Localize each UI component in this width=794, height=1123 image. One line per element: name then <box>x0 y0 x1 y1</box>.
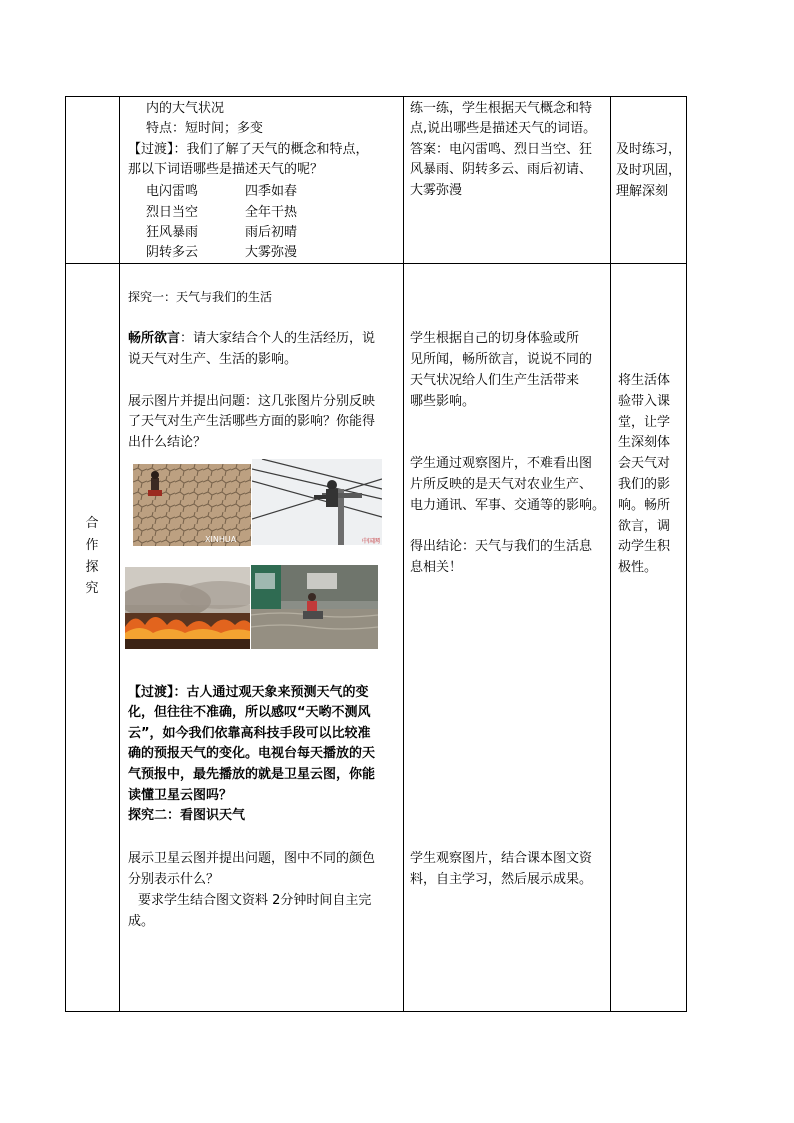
text-line: 出什么结论？ <box>128 435 207 450</box>
text-line: 说天气对生产、生活的影响。 <box>128 352 298 367</box>
weather-word: 雨后初晴 <box>245 225 298 240</box>
text-line: 学生观察图片，结合课本图文资 <box>410 851 593 866</box>
table-left-border <box>65 96 66 1012</box>
text-line: 堂，让学 <box>618 415 671 430</box>
text-line: 料，自主学习，然后展示成果。 <box>410 872 593 887</box>
text-line: 云”，如今我们依靠高科技手段可以比较准 <box>128 726 371 741</box>
power-line-photo <box>252 459 382 545</box>
chang-line-1 <box>128 330 375 348</box>
text-line: 理解深刻 <box>616 184 669 199</box>
text-line: 学生通过观察图片，不难看出图 <box>410 456 593 471</box>
text-line: 化，但往往不准确，所以感叹“天哟不测风 <box>128 705 371 720</box>
text-line: 见所闻，畅所欲言，说说不同的 <box>410 352 593 367</box>
text-line: 片所反映的是天气对农业生产、 <box>410 477 593 492</box>
text-line: 极性。 <box>618 560 658 575</box>
weather-word: 狂风暴雨 <box>146 225 199 240</box>
weather-word: 阴转多云 <box>146 245 199 260</box>
text-line: 动学生积 <box>618 539 671 554</box>
fire-photo <box>125 567 250 649</box>
stage-char: 合 <box>85 516 99 531</box>
text-line: 要求学生结合图文资料 2分钟时间自主完 <box>138 893 372 908</box>
text-line: 内的大气状况 <box>146 101 225 116</box>
text-line: 确的预报天气的变化。电视台每天播放的天 <box>128 746 376 761</box>
text-line: 答案：电闪雷鸣、烈日当空、狂 <box>410 142 593 157</box>
text-line: 大雾弥漫 <box>410 183 463 198</box>
text-line: 分别表示什么？ <box>128 872 220 887</box>
text-line: 展示图片并提出问题：这几张图片分别反映 <box>128 394 376 409</box>
text-line: 练一练，学生根据天气概念和特 <box>410 101 593 116</box>
transition-line-1: 【过渡】：古人通过观天象来预测天气的变 <box>128 685 369 700</box>
text-line: 气预报中，最先播放的就是卫星云图，你能 <box>128 767 376 782</box>
weather-word: 烈日当空 <box>146 205 199 220</box>
table-bottom-border <box>65 1011 687 1012</box>
chang-label: 畅所欲言 <box>128 331 181 346</box>
photo-watermark: 中国网 <box>362 538 381 545</box>
text-line: 及时练习， <box>616 142 682 157</box>
stage-char: 究 <box>85 581 99 596</box>
text-line: 哪些影响。 <box>410 394 476 409</box>
text-line: 及时巩固， <box>616 163 682 178</box>
weather-word: 四季如春 <box>245 184 298 199</box>
weather-word: 电闪雷鸣 <box>146 184 199 199</box>
text-line: 点,说出哪些是描述天气的词语。 <box>410 121 597 136</box>
flood-photo <box>251 565 378 649</box>
text-line: 学生根据自己的切身体验或所 <box>410 331 580 346</box>
text-line: 验带入课 <box>618 394 671 409</box>
row-divider <box>65 263 687 264</box>
text-line: 天气状况给人们生产生活带来 <box>410 373 580 388</box>
column-divider-3 <box>610 96 611 1012</box>
text-line: 成。 <box>128 914 155 929</box>
text-line: 我们的影 <box>618 477 671 492</box>
text-line: ：请大家结合个人的生活经历，说 <box>180 331 376 346</box>
photo-watermark: XINHUA <box>205 535 237 544</box>
text-line: 会天气对 <box>618 456 671 471</box>
text-line: 欲言，调 <box>618 519 671 534</box>
column-divider-2 <box>403 96 404 1012</box>
text-line: 息相关！ <box>410 560 463 575</box>
text-line: 【过渡】：我们了解了天气的概念和特点， <box>128 142 369 157</box>
table-right-border <box>686 96 687 1012</box>
text-line: 读懂卫星云图吗？ <box>128 788 233 803</box>
text-line: 展示卫星云图并提出问题，图中不同的颜色 <box>128 851 376 866</box>
stage-char: 作 <box>85 538 99 553</box>
weather-word: 全年干热 <box>245 205 298 220</box>
column-divider-1 <box>119 96 120 1012</box>
text-line: 特点：短时间；多变 <box>146 121 264 136</box>
text-line: 生深刻体 <box>618 435 671 450</box>
explore2-title: 探究二：看图识天气 <box>128 808 246 823</box>
text-line: 响。畅所 <box>618 498 671 513</box>
stage-char: 探 <box>85 560 99 575</box>
table-top-border <box>65 96 687 97</box>
weather-word: 大雾弥漫 <box>245 245 298 260</box>
text-line: 将生活体 <box>618 373 671 388</box>
text-line: 那以下词语哪些是描述天气的呢？ <box>128 162 324 177</box>
text-line: 电力通讯、军事、交通等的影响。 <box>410 498 606 513</box>
text-line: 风暴雨、阴转多云、雨后初请、 <box>410 162 593 177</box>
drought-photo <box>133 464 251 546</box>
explore1-title: 探究一：天气与我们的生活 <box>128 290 273 304</box>
text-line: 得出结论：天气与我们的生活息 <box>410 539 593 554</box>
text-line: 了天气对生产生活哪些方面的影响？你能得 <box>128 414 376 429</box>
